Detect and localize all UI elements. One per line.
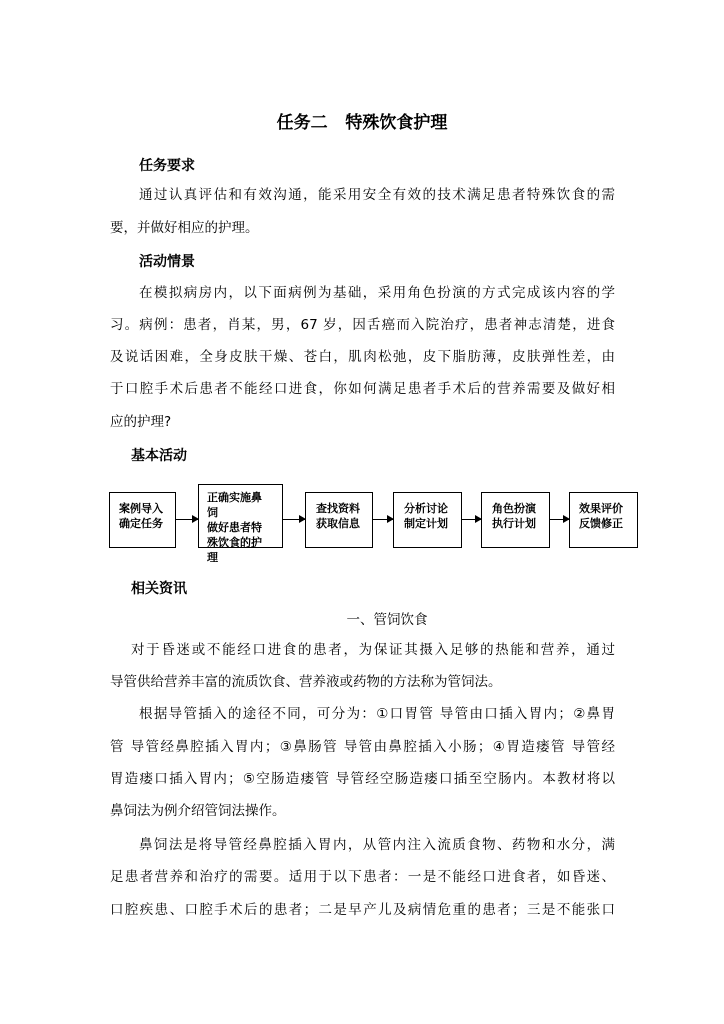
flow-arrow: [373, 519, 393, 520]
paragraph-line: 导管供给营养丰富的流质饮食、营养液或药物的方法称为管饲法。: [110, 674, 502, 690]
flow-step-text: 确定任务: [119, 517, 163, 530]
section-heading-basic-activity: 基本活动: [131, 448, 187, 464]
paragraph-line: 管 导管经鼻腔插入胃内；③鼻肠管 导管由鼻腔插入小肠；④胃造瘘管 导管经: [110, 739, 615, 755]
flow-step-text: 做好患者特: [207, 521, 262, 534]
flow-step-text: 饲: [207, 506, 218, 519]
flow-step-text: 角色扮演: [492, 502, 536, 515]
flow-step-6: [569, 492, 638, 548]
paragraph-line: 足患者营养和治疗的需要。适用于以下患者：一是不能经口进食者，如昏迷、: [110, 869, 615, 885]
flow-step-text: 效果评价: [579, 502, 623, 515]
paragraph-line: 鼻饲法为例介绍管饲法操作。: [110, 803, 286, 819]
paragraph-line: 口腔疾患、口腔手术后的患者；二是早产儿及病情危重的患者；三是不能张口: [110, 902, 615, 918]
flow-step-text: 正确实施鼻: [207, 491, 262, 504]
paragraph-line: 要，并做好相应的护理。: [110, 220, 259, 236]
paragraph-line: 及说话困难，全身皮肤干燥、苍白，肌肉松弛，皮下脂肪薄，皮肤弹性差，由: [110, 349, 615, 365]
flow-step-text: 分析讨论: [404, 502, 448, 515]
flow-step-text: 执行计划: [492, 517, 536, 530]
flow-step-text: 理: [207, 551, 218, 564]
flow-step-5: [481, 492, 550, 548]
flow-arrow: [283, 519, 305, 520]
paragraph-line: 鼻饲法是将导管经鼻腔插入胃内，从管内注入流质食物、药物和水分，满: [139, 837, 615, 853]
flow-step-2: [198, 484, 283, 564]
subsection-heading: 一、管饲饮食: [346, 612, 428, 628]
paragraph-line: 习。病例：患者，肖某，男，67 岁，因舌癌而入院治疗，患者神志清楚，进食: [110, 317, 615, 333]
flow-step-1: [109, 492, 176, 548]
flow-step-4: [393, 492, 462, 548]
section-heading-scenario: 活动情景: [139, 254, 195, 270]
paragraph-line: 于口腔手术后患者不能经口进食，你如何满足患者手术后的营养需要及做好相: [110, 381, 615, 397]
flow-arrow: [176, 519, 198, 520]
flow-arrow: [462, 519, 481, 520]
paragraph-line: 通过认真评估和有效沟通，能采用安全有效的技术满足患者特殊饮食的需: [139, 187, 615, 203]
section-heading-related-info: 相关资讯: [131, 581, 187, 597]
flow-step-text: 殊饮食的护: [207, 536, 262, 549]
paragraph-line: 对于昏迷或不能经口进食的患者，为保证其摄入足够的热能和营养，通过: [131, 642, 615, 658]
section-heading-task-requirements: 任务要求: [139, 158, 195, 174]
flow-step-text: 查找资料: [316, 502, 360, 515]
paragraph-line: 应的护理?: [110, 414, 172, 430]
flow-arrow: [550, 519, 569, 520]
flow-step-text: 案例导入: [119, 502, 163, 515]
flow-step-text: 制定计划: [404, 517, 448, 530]
paragraph-line: 胃造瘘口插入胃内；⑤空肠造瘘管 导管经空肠造瘘口插至空肠内。本教材将以: [110, 771, 615, 787]
paragraph-line: 在模拟病房内，以下面病例为基础，采用角色扮演的方式完成该内容的学: [139, 285, 615, 301]
flow-step-text: 反馈修正: [579, 517, 623, 530]
page-title: 任务二 特殊饮食护理: [276, 113, 448, 133]
paragraph-line: 根据导管插入的途径不同，可分为：①口胃管 导管由口插入胃内；②鼻胃: [139, 706, 615, 722]
flow-step-3: [305, 492, 373, 548]
flow-step-text: 获取信息: [316, 517, 360, 530]
